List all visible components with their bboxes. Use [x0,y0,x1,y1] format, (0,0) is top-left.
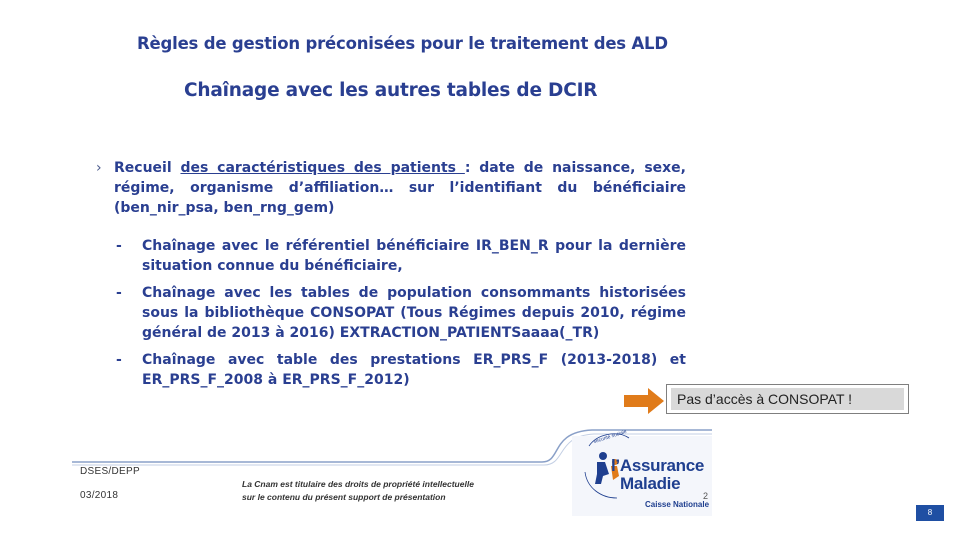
footer-rights-line: La Cnam est titulaire des droits de propriété intellectuelle [242,479,474,489]
logo-word-maladie: Maladie [620,474,681,493]
main-bullet-prefix: Recueil [114,160,181,176]
sub-bullet-text: Chaînage avec les tables de population consommants historisées sous la bibliothèque CONSOPAT (Tous Régimes depuis 2010, régime général de 2013 à 2016) EXTRACTION_PATIENTSaaaa(_TR) [142,285,686,341]
arrow-right-icon [624,388,664,414]
slide-subtitle: Chaînage avec les autres tables de DCIR [184,80,598,101]
page-number-badge: 8 [916,505,944,521]
main-bullet-underlined: des caractéristiques des patients [180,160,465,176]
slide-title: Règles de gestion préconisées pour le traitement des ALD [137,34,668,53]
footer-rights [242,478,474,504]
sub-bullet [96,350,686,390]
footer-org: DSES/DEPP [80,466,140,477]
footer-date: 03/2018 [80,490,119,501]
sub-bullet [96,283,686,343]
logo-seal-text: sécurité sociale [592,428,628,446]
footer-rights-line: sur le contenu du présent support de présentation [242,492,446,502]
main-bullet-rest: : date de naissance, sexe, régime, organisme d’affiliation… sur l’identifiant du bénéficiaire (ben_nir_psa, ben_rng_gem) [114,160,686,216]
footer-page-ref: 2 [703,491,709,501]
footer-banner [72,428,712,516]
assurance-maladie-logo [567,428,712,516]
callout-text: Pas d’accès à CONSOPAT ! [671,388,904,410]
sub-bullet [96,236,686,276]
slide-content [96,158,686,390]
chevron-right-icon: › [96,160,102,176]
sub-bullet-list [96,236,686,390]
callout-box [666,384,909,414]
sub-bullet-text: Chaînage avec table des prestations ER_PRS_F (2013-2018) et ER_PRS_F_2008 à ER_PRS_F_2012) [142,352,686,388]
main-bullet [96,158,686,218]
dash-icon: - [116,238,122,254]
dash-icon: - [116,285,122,301]
dash-icon: - [116,352,122,368]
sub-bullet-text: Chaînage avec le référentiel bénéficiaire IR_BEN_R pour la dernière situation connue du bénéficiaire, [142,238,686,274]
logo-subtitle: Caisse Nationale [645,500,710,509]
logo-word-assurance: l’Assurance [611,456,705,475]
